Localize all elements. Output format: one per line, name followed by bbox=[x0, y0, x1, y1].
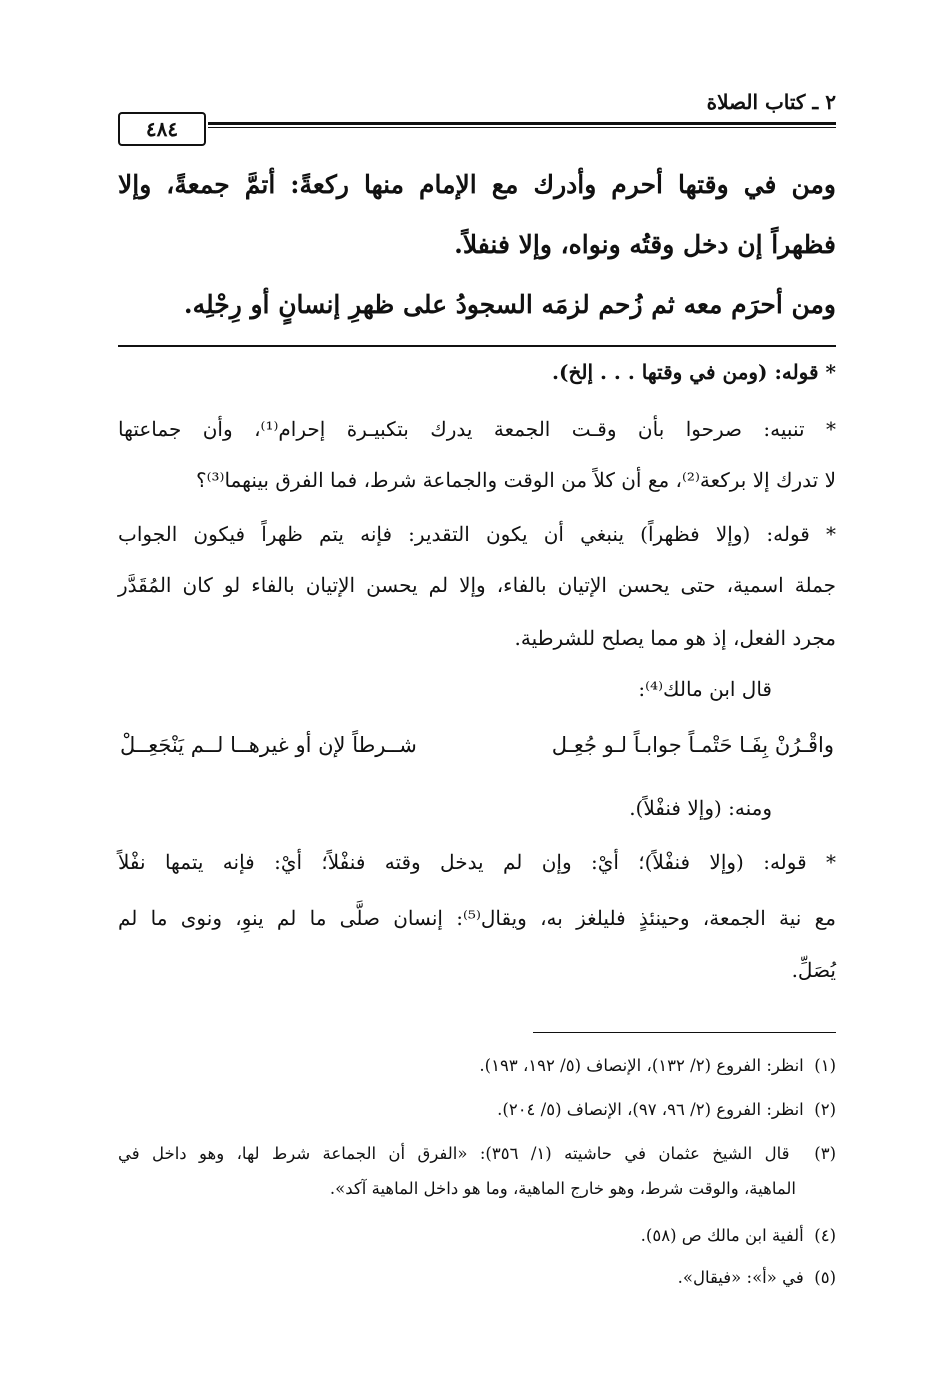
footnote-3 bbox=[118, 1144, 836, 1198]
matn-line-3: ومن أحرَم معه ثم زُحم لزمَه السجودُ على ظهرِ إنسانٍ أو رِجْلِه. bbox=[183, 290, 836, 319]
chapter-title: ٢ ـ كتاب الصلاة bbox=[706, 90, 836, 114]
matn-line-1: ومن في وقتها أحرم وأدرك مع الإمام منها ركعةً: أتمَّ جمعةً، وإلا bbox=[118, 170, 836, 199]
sharh-paragraph-4: قال ابن مالك⁽⁴⁾: bbox=[638, 677, 772, 701]
sharh-paragraph-2-line-2: لا تدرك إلا بركعة⁽²⁾، مع أن كلاً من الوقت والجماعة شرط، فما الفرق بينهما⁽³⁾؟ bbox=[195, 468, 836, 492]
footnote-number: (٤) bbox=[814, 1226, 836, 1245]
sharh-paragraph-6-line-2: مع نية الجمعة، وحينئذٍ فليلغز به، ويقال⁽⁵⁾: إنسان صلَّى ما لم ينوِ، ونوى ما لم bbox=[118, 906, 836, 930]
sharh-paragraph-5: ومنه: (وإلا فنفْلاً). bbox=[629, 796, 772, 820]
footnote-text: ألفية ابن مالك ص (٥٨). bbox=[640, 1226, 804, 1245]
footnote-text: في «أ»: «فيقال». bbox=[677, 1268, 804, 1287]
sharh-paragraph-6-line-3: يُصَلِّ. bbox=[791, 958, 836, 982]
verse-first-hemistich: واقْـرُنْ بِفَـا حَتْمـاً جوابـاً لـو جُعِـل bbox=[551, 733, 834, 757]
sharh-paragraph-3-line-1: * قوله: (وإلا فظهراً) ينبغي أن يكون التقدير: فإنه يتم ظهراً فيكون الجواب bbox=[118, 522, 836, 546]
footnote-text-continued: الماهية، والوقت شرط، وهو خارج الماهية، وما هو داخل الماهية آكد». bbox=[329, 1179, 796, 1198]
footnote-text: قال الشيخ عثمان في حاشيته (١/ ٣٥٦): «الفرق أن الجماعة شرط لها، وهو داخل في bbox=[118, 1144, 790, 1163]
footnote-text: انظر: الفروع (٢/ ١٣٢)، الإنصاف (٥/ ١٩٢، ١٩٣). bbox=[479, 1056, 804, 1075]
sharh-paragraph-2-line-1: * تنبيه: صرحوا بأن وقـت الجمعة يدرك بتكبيـرة إحرام⁽¹⁾، وأن جماعتها bbox=[118, 417, 836, 441]
footnote-line bbox=[118, 1144, 836, 1163]
footnote-5 bbox=[118, 1268, 836, 1287]
footnote-number: (١) bbox=[814, 1056, 836, 1075]
page-number: ٤٨٤ bbox=[118, 112, 206, 146]
matn-divider bbox=[118, 345, 836, 347]
sharh-paragraph-3-line-2: جملة اسمية، حتى يحسن الإتيان بالفاء، وإلا لم يحسن الإتيان بالفاء لو كان المُقَدَّر bbox=[118, 573, 836, 597]
footnote-separator bbox=[533, 1032, 836, 1033]
sharh-paragraph-1: * قوله: (ومن في وقتها . . . إلخ). bbox=[552, 360, 836, 384]
page-header bbox=[118, 90, 836, 146]
footnote-1 bbox=[118, 1056, 836, 1075]
footnote-text: انظر: الفروع (٢/ ٩٦، ٩٧)، الإنصاف (٥/ ٢٠٤). bbox=[497, 1100, 804, 1119]
sharh-paragraph-3-line-3: مجرد الفعل، إذ هو مما يصلح للشرطية. bbox=[514, 626, 836, 650]
matn-line-2: فظهراً إن دخل وقتُه ونواه، وإلا فنفلاً. bbox=[454, 230, 836, 259]
verse-second-hemistich: شــرطاً لإن أو غيرهــا لــم يَنْجَعِــلْ bbox=[120, 733, 417, 757]
footnote-4 bbox=[118, 1226, 836, 1245]
sharh-paragraph-6-line-1: * قوله: (وإلا فنفْلاً)؛ أيْ: وإن لم يدخل وقته فنفْلاً؛ أيْ: فإنه يتمها نفْلاً bbox=[118, 850, 836, 874]
header-rule-thick bbox=[208, 122, 836, 125]
footnote-number: (٣) bbox=[814, 1144, 837, 1163]
header-rule-thin bbox=[208, 127, 836, 128]
footnote-number: (٢) bbox=[814, 1100, 836, 1119]
footnote-number: (٥) bbox=[814, 1268, 836, 1287]
footnote-2 bbox=[118, 1100, 836, 1119]
